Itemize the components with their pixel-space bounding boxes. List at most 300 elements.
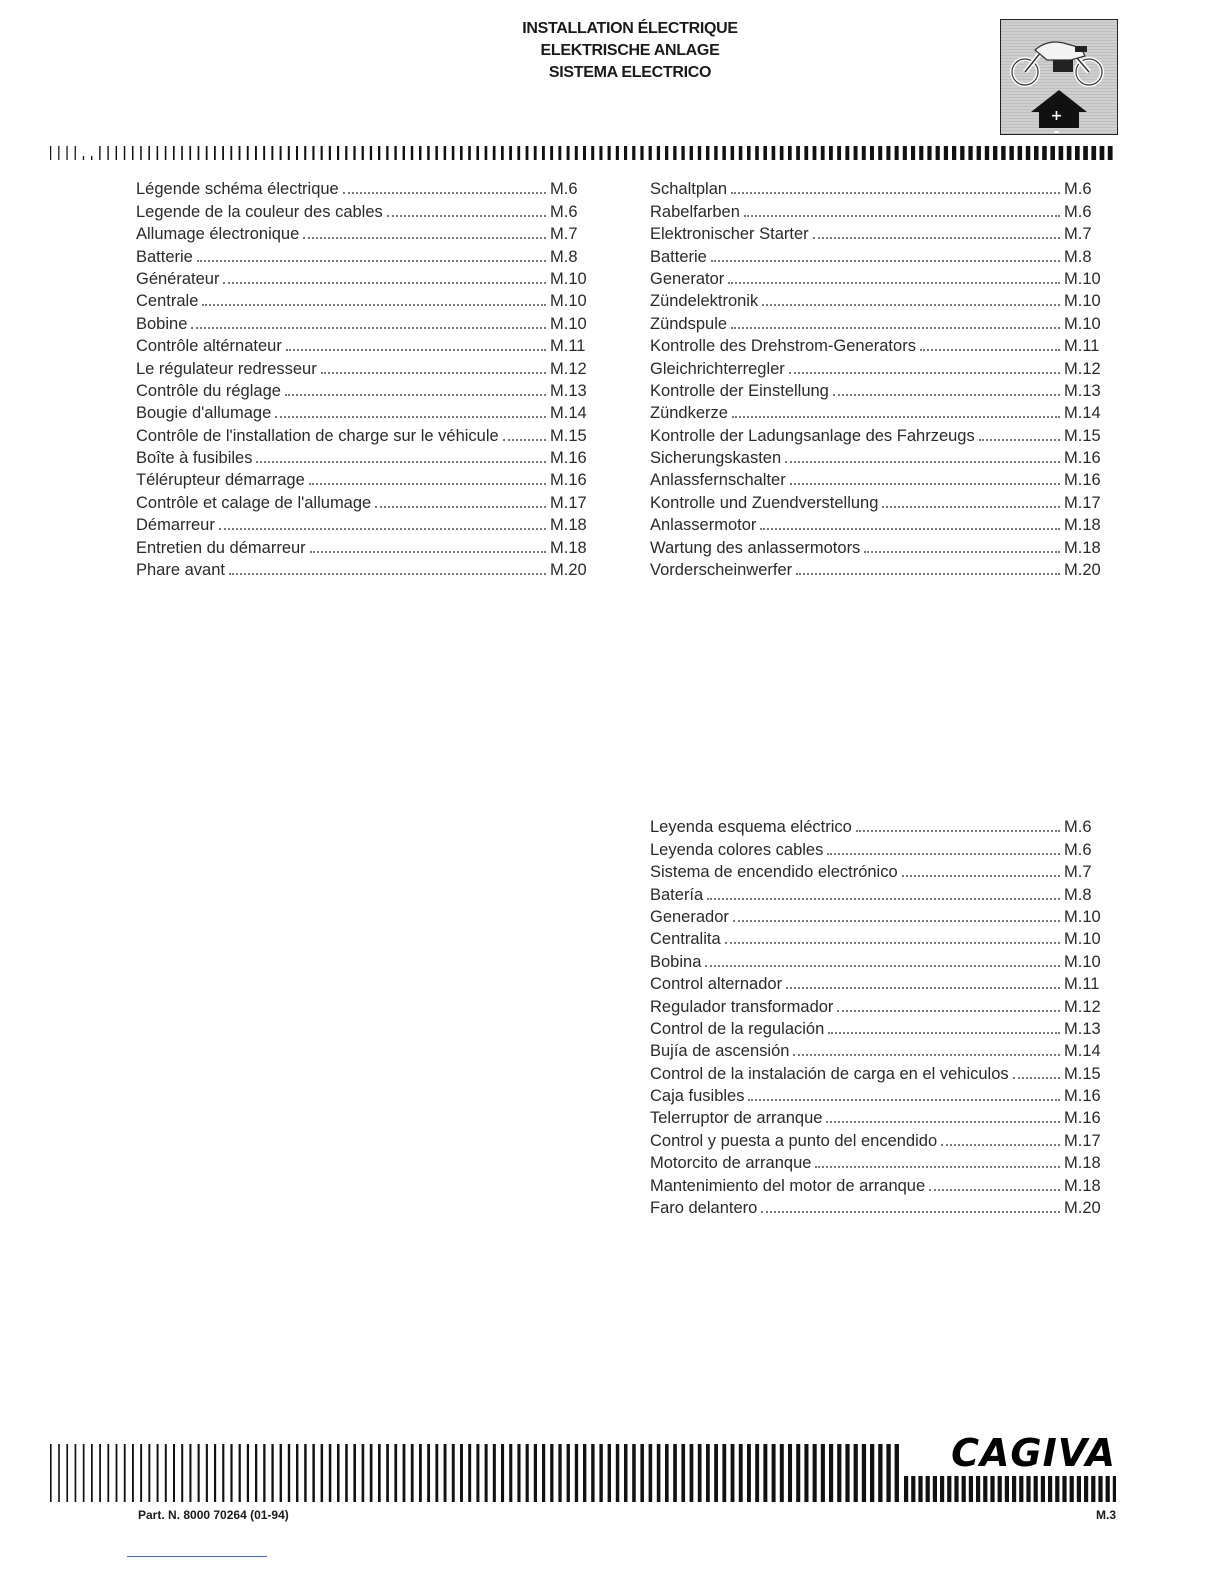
toc-entry bbox=[136, 379, 600, 401]
dot-leader bbox=[789, 372, 1060, 374]
ruler-bar bbox=[370, 146, 372, 160]
toc-entry bbox=[650, 289, 1114, 311]
toc-entry-label: Kontrolle der Einstellung bbox=[650, 381, 829, 400]
title-spanish: SISTEMA ELECTRICO bbox=[548, 64, 712, 81]
ruler-bar bbox=[288, 146, 290, 160]
toc-entry-label: Batterie bbox=[136, 247, 193, 266]
toc-entry bbox=[650, 882, 1114, 904]
ruler-bar bbox=[947, 1476, 951, 1502]
ruler-bar bbox=[690, 146, 693, 160]
toc-entry-label: Regulador transformador bbox=[650, 997, 834, 1016]
ruler-bar bbox=[321, 146, 323, 160]
ruler-bar bbox=[222, 1444, 224, 1502]
ruler-bar bbox=[608, 146, 611, 160]
ruler-bar bbox=[165, 146, 167, 160]
dot-leader bbox=[375, 506, 546, 508]
ruler-bar bbox=[616, 1444, 619, 1502]
ruler-bar bbox=[1091, 1476, 1095, 1502]
toc-entry-page: M.7 bbox=[550, 225, 578, 244]
toc-entry-page: M.6 bbox=[550, 202, 578, 221]
ruler-bar bbox=[468, 146, 471, 160]
toc-entry bbox=[650, 222, 1114, 244]
ruler-bar bbox=[435, 146, 438, 160]
ruler-bar bbox=[755, 146, 759, 160]
ruler-bar bbox=[714, 146, 717, 160]
dot-leader bbox=[761, 1211, 1060, 1213]
toc-entry-page: M.16 bbox=[1064, 449, 1101, 468]
title-german: ELEKTRISCHE ANLAGE bbox=[540, 42, 720, 59]
ruler-bar bbox=[230, 146, 232, 160]
ruler-bar bbox=[772, 1444, 776, 1502]
ruler-bar bbox=[954, 1476, 958, 1502]
ruler-bar bbox=[468, 1444, 471, 1502]
ruler-bar bbox=[296, 1444, 298, 1502]
ruler-bar bbox=[394, 146, 396, 160]
ruler-bar bbox=[821, 1444, 825, 1502]
ruler-bar bbox=[558, 146, 561, 160]
ruler-bar bbox=[435, 1444, 438, 1502]
toc-entry-label: Kontrolle der Ladungsanlage des Fahrzeugs bbox=[650, 426, 975, 445]
toc-entry-page: M.15 bbox=[1064, 1064, 1101, 1083]
toc-entry-label: Télérupteur démarrage bbox=[136, 471, 305, 490]
ruler-bar bbox=[649, 146, 652, 160]
dot-leader bbox=[979, 439, 1060, 441]
brand-logo bbox=[904, 1431, 1116, 1504]
dot-leader bbox=[219, 528, 546, 530]
ruler-bar bbox=[173, 1444, 175, 1502]
ruler-bar bbox=[58, 146, 59, 160]
toc-entry bbox=[650, 994, 1114, 1016]
ruler-bar bbox=[780, 146, 784, 160]
ruler-bar bbox=[976, 1476, 980, 1502]
dot-leader bbox=[725, 942, 1060, 944]
toc-entry bbox=[650, 905, 1114, 927]
ruler-bar bbox=[58, 1444, 60, 1502]
toc-entry-page: M.14 bbox=[1064, 404, 1101, 423]
dot-leader bbox=[882, 506, 1060, 508]
ruler-bar bbox=[933, 1476, 937, 1502]
toc-entry bbox=[650, 311, 1114, 333]
ruler-bar bbox=[854, 146, 858, 160]
ruler-bar bbox=[280, 1444, 282, 1502]
toc-entry-page: M.8 bbox=[1064, 885, 1092, 904]
toc-entry-label: Motorcito de arranque bbox=[650, 1154, 812, 1173]
toc-entry-page: M.13 bbox=[550, 381, 587, 400]
toc-entry-label: Zündspule bbox=[650, 314, 728, 333]
ruler-bar bbox=[181, 1444, 183, 1502]
part-number: Part. N. 8000 70264 (01-94) bbox=[138, 1508, 289, 1522]
ruler-bar bbox=[526, 146, 529, 160]
ruler-bar bbox=[599, 1444, 602, 1502]
dot-leader bbox=[828, 1032, 1060, 1034]
ruler-bar bbox=[222, 146, 224, 160]
ruler-bar bbox=[526, 1444, 529, 1502]
toc-entry bbox=[650, 1173, 1114, 1195]
toc-entry-page: M.18 bbox=[1064, 516, 1101, 535]
ruler-bar bbox=[542, 146, 545, 160]
ruler-bar bbox=[1026, 146, 1030, 160]
toc-entry bbox=[650, 1106, 1114, 1128]
ruler-bar bbox=[304, 146, 306, 160]
ruler-bar bbox=[288, 1444, 290, 1502]
dot-leader bbox=[864, 551, 1060, 553]
toc-entry bbox=[136, 199, 600, 221]
ruler-bar bbox=[1009, 146, 1013, 160]
toc-entry bbox=[136, 535, 600, 557]
toc-entry-label: Leyenda colores cables bbox=[650, 840, 824, 859]
toc-entry-label: Centralita bbox=[650, 930, 721, 949]
toc-entry-page: M.14 bbox=[550, 404, 587, 423]
ruler-bar bbox=[591, 146, 594, 160]
ruler-bar bbox=[940, 1476, 944, 1502]
ruler-bar bbox=[517, 1444, 520, 1502]
ruler-bar bbox=[271, 1444, 273, 1502]
dot-leader bbox=[796, 573, 1060, 575]
ruler-bar bbox=[206, 146, 208, 160]
dot-leader bbox=[732, 416, 1060, 418]
ruler-bar bbox=[501, 146, 504, 160]
ruler-bar bbox=[1048, 1476, 1052, 1502]
ruler-bar bbox=[829, 1444, 833, 1502]
ruler-bar bbox=[681, 1444, 685, 1502]
ruler-bar bbox=[427, 146, 429, 160]
ruler-bar bbox=[870, 1444, 874, 1502]
ruler-bar bbox=[280, 146, 282, 160]
toc-entry-label: Mantenimiento del motor de arranque bbox=[650, 1176, 926, 1195]
ruler-bar bbox=[189, 146, 191, 160]
ruler-bar bbox=[263, 146, 265, 160]
toc-entry bbox=[650, 535, 1114, 557]
toc-entry bbox=[650, 446, 1114, 468]
toc-entry bbox=[136, 446, 600, 468]
ruler-bar bbox=[116, 146, 117, 160]
toc-entry-page: M.16 bbox=[550, 471, 587, 490]
toc-entry-label: Légende schéma électrique bbox=[136, 180, 339, 199]
dot-leader bbox=[197, 260, 546, 262]
toc-entry-label: Generator bbox=[650, 269, 725, 288]
ruler-bar bbox=[550, 146, 553, 160]
dot-leader bbox=[191, 327, 546, 329]
ruler-bar bbox=[255, 146, 257, 160]
ruler-bar bbox=[362, 1444, 365, 1502]
ruler-bar bbox=[1098, 1476, 1102, 1502]
toc-entry bbox=[650, 244, 1114, 266]
ruler-bar bbox=[804, 146, 808, 160]
toc-entry bbox=[650, 1128, 1114, 1150]
dot-leader bbox=[793, 1054, 1060, 1056]
toc-entry-page: M.20 bbox=[1064, 561, 1101, 580]
ruler-bar bbox=[927, 146, 931, 160]
dot-leader bbox=[856, 830, 1060, 832]
toc-entry bbox=[650, 267, 1114, 289]
ruler-bar bbox=[370, 1444, 373, 1502]
ruler-bar bbox=[673, 1444, 677, 1502]
ruler-bar bbox=[476, 1444, 479, 1502]
ruler-bar bbox=[452, 146, 455, 160]
ruler-bar bbox=[1077, 1476, 1081, 1502]
toc-entry-page: M.16 bbox=[1064, 1087, 1101, 1106]
link-underline bbox=[127, 1556, 267, 1557]
toc-entry-page: M.17 bbox=[1064, 1131, 1101, 1150]
ruler-bar bbox=[132, 1444, 134, 1502]
toc-entry-label: Caja fusibles bbox=[650, 1087, 745, 1106]
ruler-bar bbox=[239, 1444, 241, 1502]
ruler-bar bbox=[665, 1444, 669, 1502]
toc-entry-page: M.6 bbox=[1064, 202, 1092, 221]
toc-entry-label: Contrôle du réglage bbox=[136, 381, 281, 400]
toc-entry bbox=[136, 401, 600, 423]
toc-entry-page: M.12 bbox=[550, 359, 587, 378]
ruler-bar bbox=[1106, 1476, 1110, 1502]
dot-leader bbox=[833, 394, 1060, 396]
toc-entry-label: Leyenda esquema eléctrico bbox=[650, 818, 852, 837]
toc-entry-label: Anlassfernschalter bbox=[650, 471, 786, 490]
toc-entry bbox=[650, 1196, 1114, 1218]
ruler-bar bbox=[148, 146, 150, 160]
toc-entry-page: M.6 bbox=[1064, 180, 1092, 199]
toc-entry-label: Boîte à fusibiles bbox=[136, 449, 253, 468]
ruler-bar bbox=[640, 146, 643, 160]
toc-entry-label: Zündkerze bbox=[650, 404, 728, 423]
toc-entry bbox=[650, 972, 1114, 994]
toc-entry bbox=[650, 468, 1114, 490]
ruler-bar bbox=[1083, 146, 1088, 160]
ruler-bar bbox=[247, 1444, 249, 1502]
ruler-bar bbox=[198, 146, 200, 160]
ruler-bar bbox=[1070, 1476, 1074, 1502]
toc-entry bbox=[650, 334, 1114, 356]
ruler-bar bbox=[993, 146, 997, 160]
toc-entry-page: M.12 bbox=[1064, 359, 1101, 378]
ruler-bar bbox=[509, 1444, 512, 1502]
dot-leader bbox=[762, 304, 1060, 306]
ruler-bar bbox=[904, 1476, 908, 1502]
ruler-bar bbox=[624, 146, 627, 160]
ruler-bar bbox=[419, 1444, 422, 1502]
toc-entry-label: Batterie bbox=[650, 247, 707, 266]
dot-leader bbox=[343, 192, 546, 194]
toc-entry-page: M.16 bbox=[550, 449, 587, 468]
ruler-bar bbox=[386, 1444, 389, 1502]
ruler-bar bbox=[271, 146, 273, 160]
ruler-bar bbox=[255, 1444, 257, 1502]
toc-entry bbox=[136, 177, 600, 199]
dot-leader bbox=[202, 304, 546, 306]
toc-entry-page: M.13 bbox=[1064, 381, 1101, 400]
ruler-bar bbox=[304, 1444, 306, 1502]
ruler-bar bbox=[452, 1444, 455, 1502]
ruler-bar bbox=[312, 1444, 314, 1502]
toc-entry-page: M.20 bbox=[1064, 1199, 1101, 1218]
ruler-bar bbox=[394, 1444, 397, 1502]
ruler-bar bbox=[411, 146, 413, 160]
ruler-bar bbox=[968, 146, 972, 160]
ruler-bar bbox=[493, 146, 496, 160]
ruler-bar bbox=[83, 1444, 85, 1502]
toc-entry-label: Control de la regulación bbox=[650, 1019, 825, 1038]
dot-leader bbox=[837, 1010, 1060, 1012]
page-titles bbox=[420, 18, 840, 84]
ruler-bar bbox=[804, 1444, 808, 1502]
ruler-bar bbox=[854, 1444, 858, 1502]
top-ruler-bar bbox=[50, 146, 1116, 160]
toc-entry bbox=[650, 177, 1114, 199]
dot-leader bbox=[705, 965, 1060, 967]
toc-entry-label: Bobine bbox=[136, 314, 188, 333]
ruler-bar bbox=[829, 146, 833, 160]
ruler-bar bbox=[1018, 146, 1022, 160]
toc-entry-label: Contrôle et calage de l'allumage bbox=[136, 493, 372, 512]
ruler-bar bbox=[575, 1444, 578, 1502]
ruler-bar bbox=[329, 1444, 332, 1502]
battery-polarity-label: + - bbox=[1050, 108, 1066, 140]
ruler-bar bbox=[230, 1444, 232, 1502]
ruler-bar bbox=[345, 1444, 348, 1502]
ruler-bar bbox=[321, 1444, 323, 1502]
dot-leader bbox=[285, 394, 546, 396]
ruler-bar bbox=[763, 146, 767, 160]
ruler-bar bbox=[83, 156, 84, 160]
ruler-bar bbox=[903, 146, 907, 160]
ruler-bar bbox=[214, 1444, 216, 1502]
ruler-bar bbox=[132, 146, 133, 160]
ruler-bar bbox=[567, 1444, 570, 1502]
ruler-bar bbox=[1067, 146, 1072, 160]
toc-entry bbox=[136, 558, 600, 580]
ruler-bar bbox=[698, 1444, 702, 1502]
ruler-bar bbox=[91, 1444, 93, 1502]
toc-entry-label: Anlassermotor bbox=[650, 516, 757, 535]
toc-entry-page: M.10 bbox=[1064, 292, 1101, 311]
ruler-bar bbox=[722, 146, 725, 160]
toc-entry-label: Entretien du démarreur bbox=[136, 538, 306, 557]
toc-entry-page: M.6 bbox=[1064, 818, 1092, 837]
toc-entry-label: Wartung des anlassermotors bbox=[650, 538, 861, 557]
toc-entry-label: Bobina bbox=[650, 952, 702, 971]
ruler-bar bbox=[534, 146, 537, 160]
toc-entry-page: M.15 bbox=[550, 426, 587, 445]
ruler-bar bbox=[722, 1444, 726, 1502]
ruler-bar bbox=[444, 1444, 447, 1502]
ruler-bar bbox=[173, 146, 175, 160]
toc-entry bbox=[650, 1039, 1114, 1061]
ruler-bar bbox=[657, 1444, 661, 1502]
toc-entry-label: Kontrolle des Drehstrom-Generators bbox=[650, 337, 916, 356]
toc-entry-label: Contrôle de l'installation de charge sur le véhicule bbox=[136, 426, 499, 445]
ruler-bar bbox=[75, 1444, 77, 1502]
toc-entry bbox=[650, 1017, 1114, 1039]
toc-entry bbox=[650, 815, 1114, 837]
dot-leader bbox=[1013, 1077, 1060, 1079]
ruler-bar bbox=[599, 146, 602, 160]
ruler-bar bbox=[591, 1444, 594, 1502]
ruler-bar bbox=[148, 1444, 150, 1502]
ruler-bar bbox=[66, 1444, 68, 1502]
ruler-bar bbox=[75, 146, 76, 160]
ruler-bar bbox=[632, 1444, 636, 1502]
toc-entry-page: M.17 bbox=[1064, 493, 1101, 512]
ruler-bar bbox=[977, 146, 981, 160]
toc-entry bbox=[650, 558, 1114, 580]
ruler-bar bbox=[706, 1444, 710, 1502]
ruler-bar bbox=[952, 146, 956, 160]
toc-entry-label: Control y puesta a punto del encendido bbox=[650, 1131, 938, 1150]
dot-leader bbox=[813, 237, 1060, 239]
toc-entry bbox=[136, 513, 600, 535]
dot-leader bbox=[707, 898, 1060, 900]
ruler-bar bbox=[878, 146, 882, 160]
toc-entry bbox=[650, 401, 1114, 423]
toc-entry-page: M.8 bbox=[1064, 247, 1092, 266]
ruler-bar bbox=[624, 1444, 627, 1502]
ruler-bar bbox=[509, 146, 512, 160]
ruler-bar bbox=[845, 146, 849, 160]
ruler-bar bbox=[837, 1444, 841, 1502]
dot-leader bbox=[275, 416, 546, 418]
ruler-bar bbox=[796, 146, 800, 160]
dot-leader bbox=[286, 349, 546, 351]
ruler-bar bbox=[796, 1444, 800, 1502]
ruler-bar bbox=[985, 146, 989, 160]
ruler-bar bbox=[983, 1476, 987, 1502]
toc-french bbox=[136, 177, 600, 580]
toc-entry bbox=[136, 222, 600, 244]
ruler-bar bbox=[460, 1444, 463, 1502]
ruler-bar bbox=[485, 1444, 488, 1502]
toc-german bbox=[650, 177, 1114, 580]
ruler-bar bbox=[353, 146, 355, 160]
ruler-bar bbox=[944, 146, 948, 160]
dot-leader bbox=[303, 237, 546, 239]
toc-entry bbox=[136, 468, 600, 490]
ruler-bar bbox=[640, 1444, 644, 1502]
toc-entry bbox=[650, 860, 1114, 882]
ruler-bar bbox=[862, 146, 866, 160]
ruler-bar bbox=[386, 146, 388, 160]
toc-entry-label: Centrale bbox=[136, 292, 199, 311]
toc-entry bbox=[136, 334, 600, 356]
toc-entry-page: M.10 bbox=[1064, 269, 1101, 288]
toc-entry-page: M.10 bbox=[1064, 907, 1101, 926]
dot-leader bbox=[826, 1121, 1060, 1123]
ruler-bar bbox=[763, 1444, 767, 1502]
toc-entry-page: M.11 bbox=[550, 337, 586, 356]
toc-entry-page: M.10 bbox=[550, 292, 587, 311]
motorcycle-battery-icon bbox=[1000, 19, 1118, 140]
ruler-bar bbox=[198, 1444, 200, 1502]
toc-entry-label: Bougie d'allumage bbox=[136, 404, 272, 423]
ruler-bar bbox=[962, 1476, 966, 1502]
toc-entry-page: M.18 bbox=[550, 538, 587, 557]
dot-leader bbox=[744, 215, 1060, 217]
toc-entry-page: M.10 bbox=[550, 314, 587, 333]
toc-entry bbox=[136, 311, 600, 333]
ruler-bar bbox=[1108, 146, 1113, 160]
ruler-bar bbox=[845, 1444, 849, 1502]
toc-entry bbox=[136, 490, 600, 512]
toc-entry-page: M.11 bbox=[1064, 975, 1100, 994]
ruler-bar bbox=[411, 1444, 414, 1502]
dot-leader bbox=[711, 260, 1060, 262]
dot-leader bbox=[733, 920, 1060, 922]
ruler-bar bbox=[990, 1476, 994, 1502]
ruler-bar bbox=[690, 1444, 694, 1502]
ruler-bar bbox=[1026, 1476, 1030, 1502]
ruler-bar bbox=[878, 1444, 882, 1502]
ruler-bar bbox=[501, 1444, 504, 1502]
ruler-bar bbox=[821, 146, 825, 160]
ruler-bar bbox=[886, 1444, 890, 1502]
